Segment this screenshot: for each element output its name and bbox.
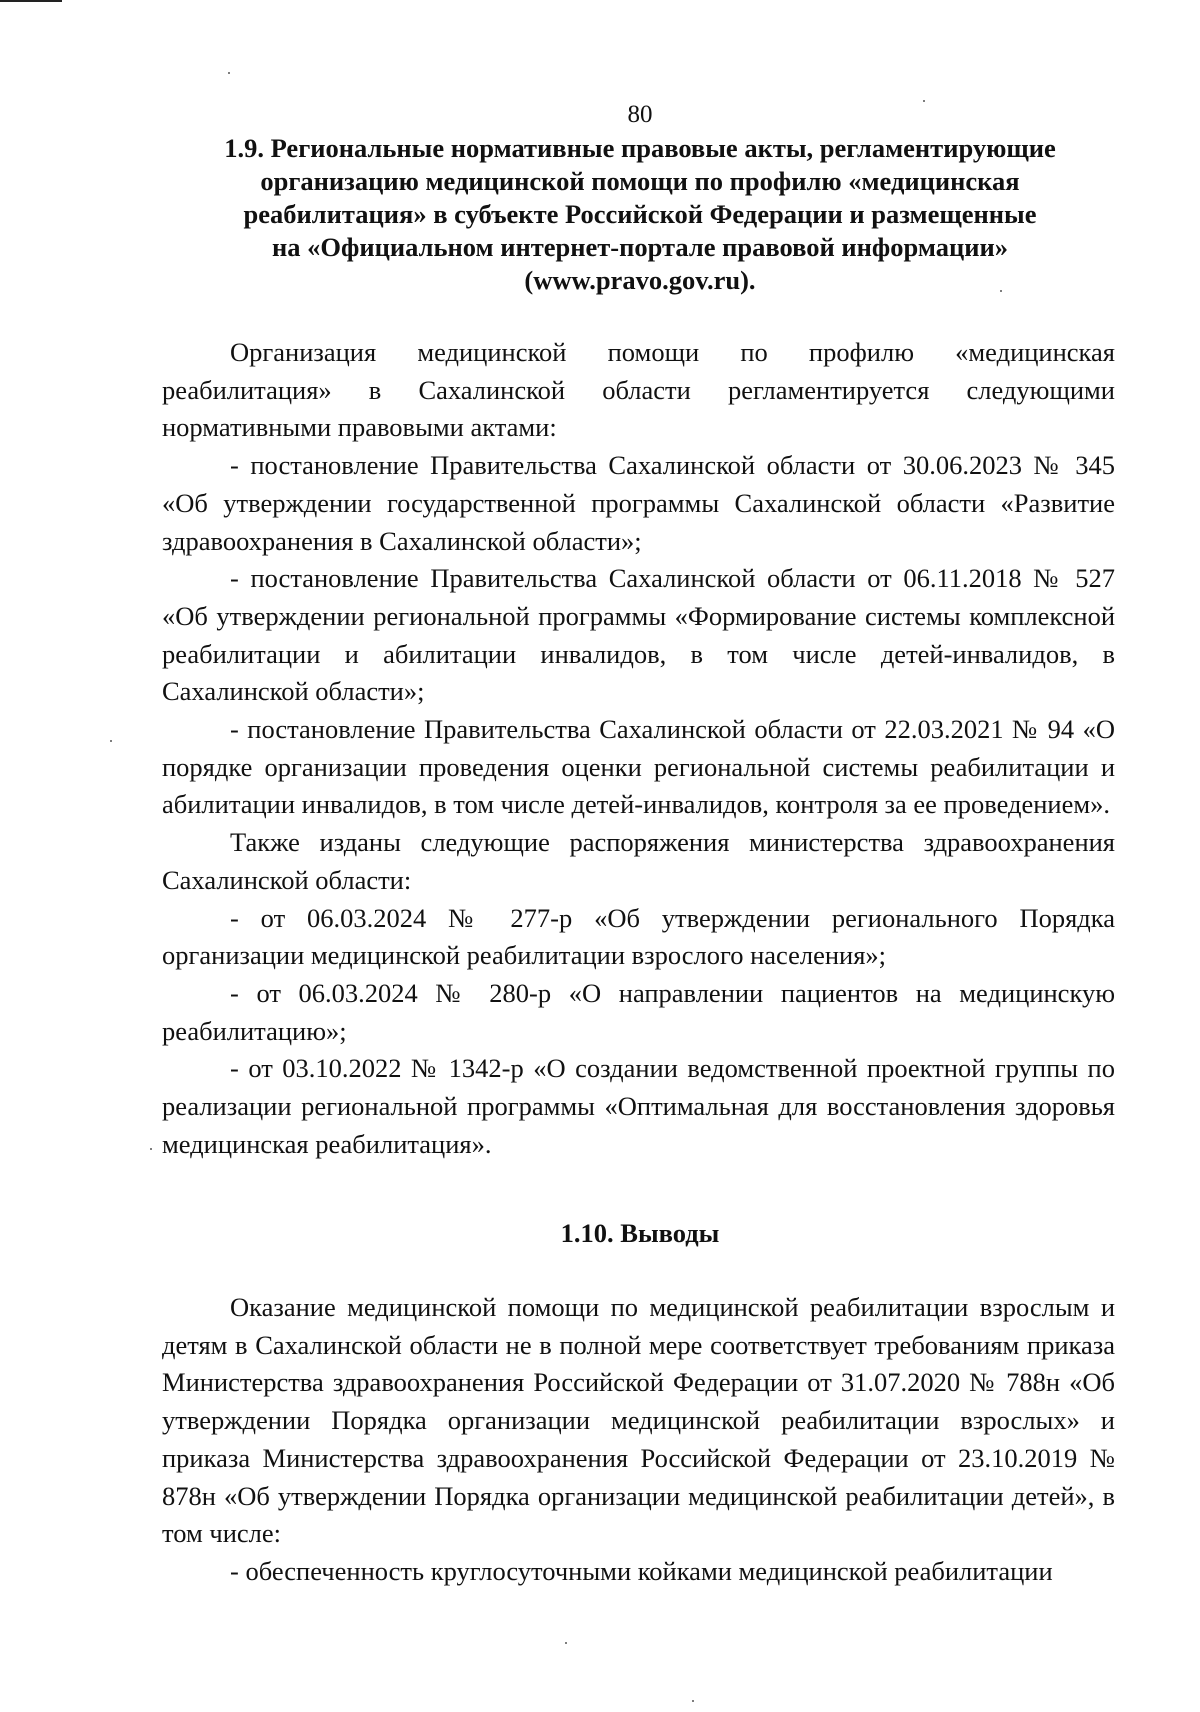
order-item: - от 06.03.2024 № 280-р «О направлении пациентов на медицинскую реабилитацию»;: [162, 977, 1115, 1046]
page-number: 80: [627, 101, 653, 128]
scan-speck: [923, 100, 925, 102]
scan-speck: [692, 1700, 694, 1702]
act-item: - постановление Правительства Сахалинской области от 06.11.2018 № 527 «Об утверждении региональной программы «Формирование системы комплексной реабилитации и абилитации инвалидов, в том числе детей-инвалидов, в Сахалинской области»;: [162, 563, 1115, 707]
scan-corner-mark: [0, 0, 62, 2]
orders-intro-paragraph: Также изданы следующие распоряжения министерства здравоохранения Сахалинской области:: [162, 827, 1115, 895]
scan-speck: [110, 740, 112, 742]
scan-speck: [228, 72, 230, 74]
act-item: - постановление Правительства Сахалинской области от 30.06.2023 № 345 «Об утверждении государственной программы Сахалинской области «Развитие здравоохранения в Сахалинской области»;: [162, 450, 1115, 556]
heading-line: на «Официальном интернет-портале правовой информации»: [272, 232, 1008, 262]
heading-line: реабилитация» в субъекте Российской Федерации и размещенные: [243, 199, 1037, 229]
heading-line: организацию медицинской помощи по профилю «медицинская: [260, 166, 1020, 196]
section-title-1-10: 1.10. Выводы: [560, 1218, 720, 1248]
act-item: - постановление Правительства Сахалинской области от 22.03.2021 № 94 «О порядке организации проведения оценки региональной системы реабилитации и абилитации инвалидов, в том числе детей-инвалидов, контроля за ее проведением».: [162, 714, 1115, 820]
heading-line: (www.pravo.gov.ru).: [524, 265, 756, 295]
conclusion-bullet: - обеспеченность круглосуточными койками медицинской реабилитации: [230, 1555, 1053, 1586]
order-item: - от 03.10.2022 № 1342-р «О создании ведомственной проектной группы по реализации региональной программы «Оптимальная для восстановления здоровья медицинская реабилитация».: [162, 1053, 1115, 1159]
conclusion-paragraph: Оказание медицинской помощи по медицинской реабилитации взрослым и детям в Сахалинской области не в полной мере соответствует требованиям приказа Министерства здравоохранения Российской Федерации от 31.07.2020 № 788н «Об утверждении Порядка организации медицинской реабилитации взрослых» и приказа Министерства здравоохранения Российской Федерации от 23.10.2019 № 878н «Об утверждении Порядка организации медицинской реабилитации детей», в том числе:: [162, 1292, 1115, 1549]
heading-line: 1.9. Региональные нормативные правовые акты, регламентирующие: [224, 133, 1056, 163]
section-1-10-body: [162, 1289, 1115, 1591]
section-1-9-body: [162, 334, 1115, 1163]
intro-paragraph: Организация медицинской помощи по профилю «медицинская реабилитация» в Сахалинской области регламентируется следующими нормативными правовыми актами:: [162, 337, 1115, 443]
scan-speck: [150, 1148, 152, 1150]
order-item: - от 06.03.2024 № 277-р «Об утверждении регионального Порядка организации медицинской реабилитации взрослого населения»;: [162, 902, 1115, 971]
scan-speck: [565, 1642, 567, 1644]
scan-speck: [1000, 290, 1002, 292]
section-heading-1-9: [170, 132, 1110, 297]
